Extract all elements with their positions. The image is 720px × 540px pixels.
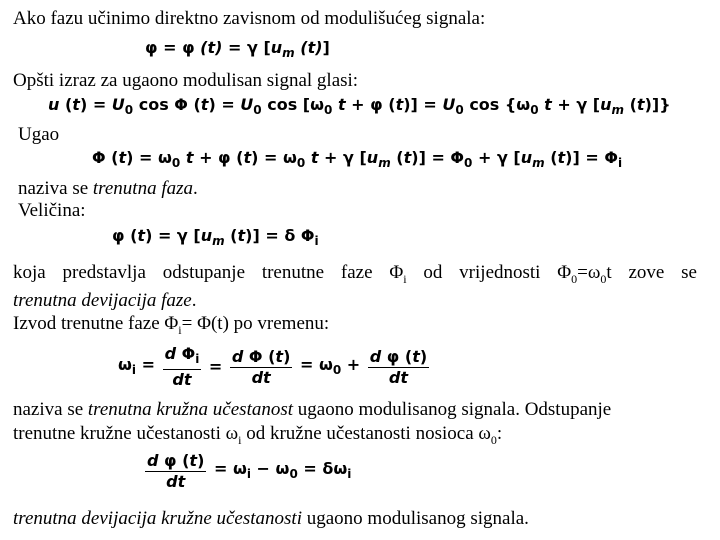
equation-phase-modulation [145,39,330,62]
equation-frequency-deviation: $\frac{\text{d φ (t)}}{dt}$ = $\omega_i - \omega_0 = \delta\omega_i$ [147,451,352,491]
term-trenutna-devijacija-kruzne-ucestanosti: trenutna devijacija kružne učestanosti [13,508,302,529]
equation-instantaneous-frequency: $\omega_i$ = $\frac{d \Phi_i}{dt}$ = $\frac{\text{d Φ (t)}}{dt}$ = $\omega_0$ + $\frac{\text{d φ (t)}}{dt}$ [118,344,428,390]
paragraph-phase-deviation: koja predstavlja odstupanje trenutne faze $\Phi_i$ od vrijednosti $\Phi_0=\omega_0t$ zove se trenutna devijacija faze. [13,262,697,311]
paragraph-instantaneous-frequency-line-2: trenutne kružne učestanosti $\omega_i$ od kružne učestanosti nosioca $\omega_0$: [13,423,503,447]
term-trenutna-devijacija-faze: trenutna devijacija faze [13,289,192,311]
final-line [13,508,529,530]
naziva-text: naziva se [18,178,93,199]
equation-text: φ = φ (t) = γ [$u_m$ (t)] [145,38,330,61]
equation-angle-modulated-signal: u $(t) = U_0$ cos Φ $(t) = U_0$ $\cos [\omega_0$ t + φ $(t)] = U_0$ $\cos \{\omega_0$ t + γ [$u_m$ (t)]} [48,95,671,118]
final-tail: ugaono modulisanog signala. [302,508,529,529]
intro-line-1: Ako fazu učinimo direktno zavisnom od modulišućeg signala: [13,8,486,29]
period: . [193,178,198,199]
intro-line-2: Opšti izraz za ugaono modulisan signal glasi: [13,70,359,91]
equation-phase-deviation: φ (t) = γ [$u_m$ (t)] = δ $\Phi_i$ [112,226,319,249]
izvod-line: Izvod trenutne faze $\Phi_i= \Phi(t)$ po vremenu: [13,313,330,337]
paragraph-tail: ugaono modulisanog signala. Odstupanje [293,399,612,420]
label-ugao: Ugao [18,124,60,145]
paragraph-instantaneous-frequency [13,399,611,421]
naziva-text: naziva se [13,399,88,420]
naziva-line-1 [18,178,198,200]
term-trenutna-faza: trenutna faza [92,178,194,199]
equation-instantaneous-phase: Φ $(t) = \omega_0$ t + φ $(t) = \omega_0$ t + γ [$u_m$ $(t)] = \Phi_0 + \gamma$ [$u_m$ $(t)] = \Phi_i$ [92,148,623,171]
period: . [191,289,197,311]
label-velicina: Veličina: [18,200,86,221]
term-trenutna-kruzna-ucestanost: trenutna kružna učestanost [87,399,294,420]
